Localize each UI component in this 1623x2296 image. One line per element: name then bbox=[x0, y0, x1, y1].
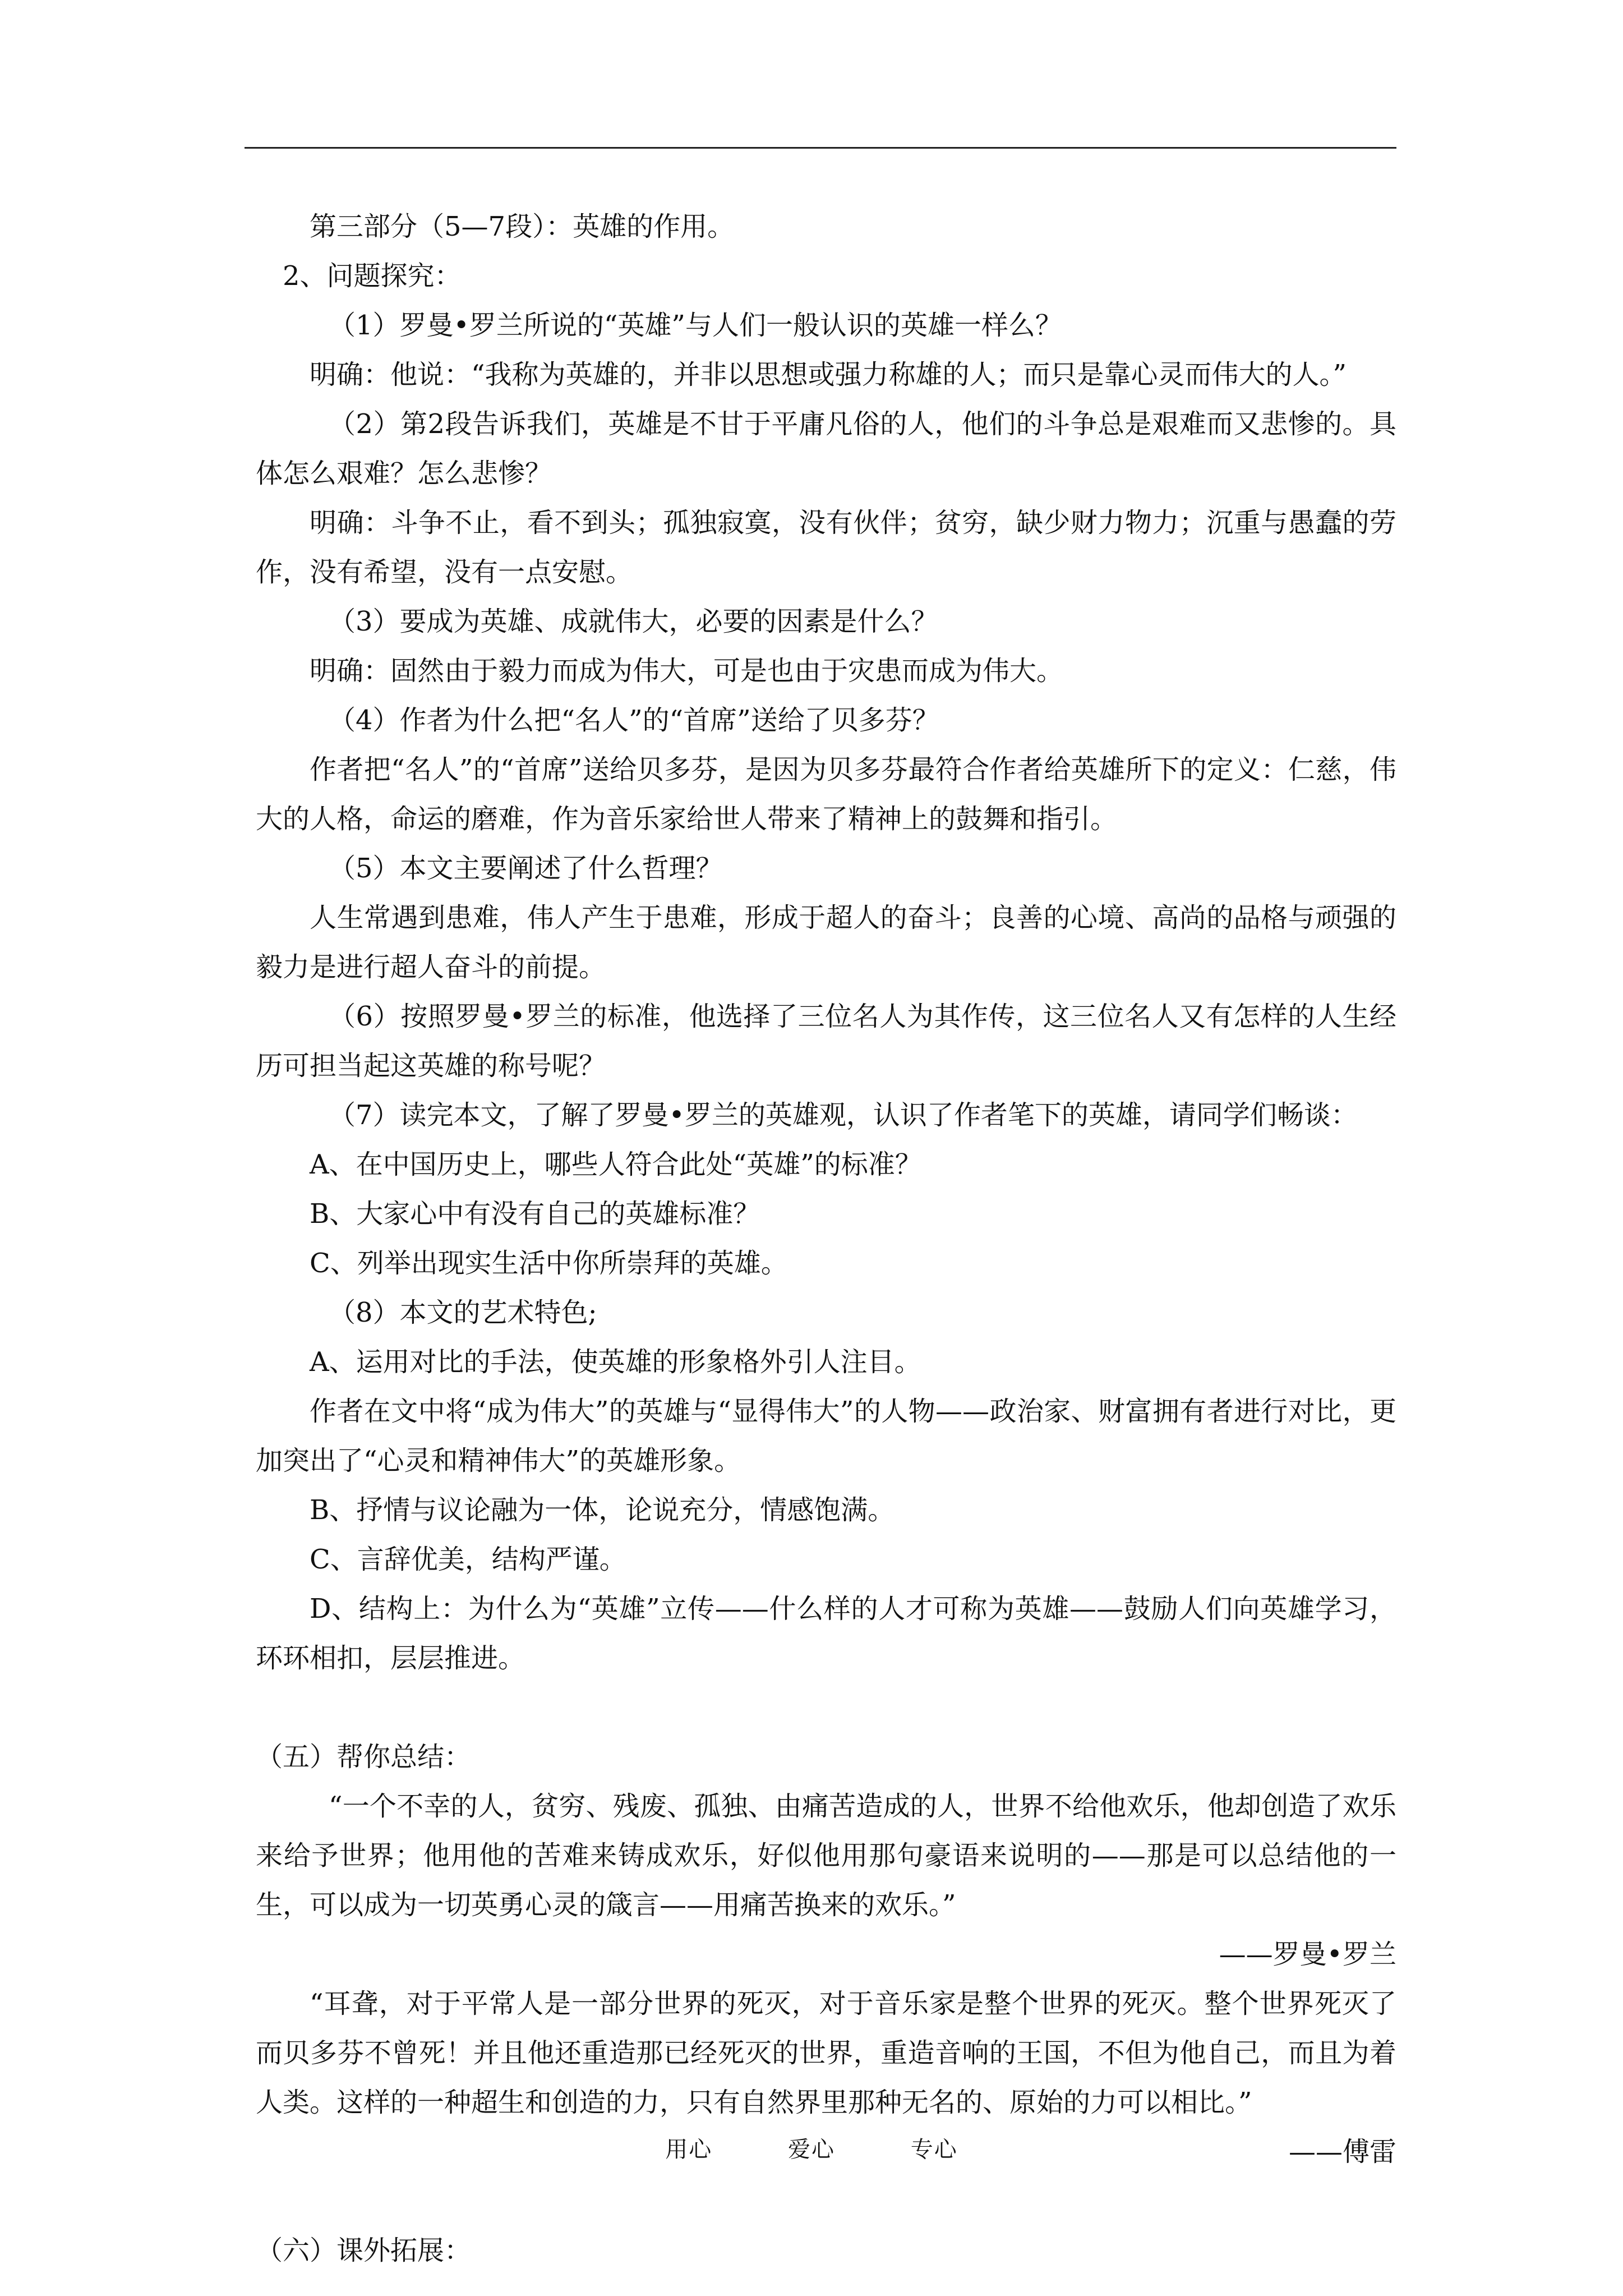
paragraph: ——罗曼•罗兰 bbox=[1219, 1939, 1396, 1970]
paragraph: “耳聋，对于平常人是一部分世界的死灭，对于音乐家是整个世界的死灭。整个世界死灭了而贝多芬不曾死！并且他还重造那已经死灭的世界，重造音响的王国，不但为他自己，而且为着人类。这样的一种超生和创造的力，只有自然界里那种无名的、原始的力可以相比。” bbox=[256, 1988, 1396, 2118]
paragraph: 第三部分（5—7段）：英雄的作用。 bbox=[310, 211, 735, 242]
paragraph: 作者在文中将“成为伟大”的英雄与“显得伟大”的人物——政治家、财富拥有者进行对比，更加突出了“心灵和精神伟大”的英雄形象。 bbox=[256, 1396, 1396, 1476]
paragraph: 明确：斗争不止，看不到头；孤独寂寞，没有伙伴；贫穷，缺少财力物力；沉重与愚蠢的劳作，没有希望，没有一点安慰。 bbox=[256, 507, 1396, 588]
paragraph: 明确：他说：“我称为英雄的，并非以思想或强力称雄的人；而只是靠心灵而伟大的人。” bbox=[310, 359, 1347, 390]
paragraph: 人生常遇到患难，伟人产生于患难，形成于超人的奋斗；良善的心境、高尚的品格与顽强的毅力是进行超人奋斗的前提。 bbox=[256, 902, 1396, 983]
paragraph: 明确：固然由于毅力而成为伟大，可是也由于灾患而成为伟大。 bbox=[310, 655, 1064, 687]
paragraph: （7）读完本文，了解了罗曼•罗兰的英雄观，认识了作者笔下的英雄，请同学们畅谈： bbox=[329, 1099, 1358, 1131]
paragraph: C、列举出现实生活中你所崇拜的英雄。 bbox=[310, 1248, 788, 1279]
footer-word-1: 用心 bbox=[665, 2137, 713, 2162]
paragraph: （3）要成为英雄、成就伟大，必要的因素是什么？ bbox=[329, 606, 938, 637]
footer-word-2: 爱心 bbox=[788, 2137, 835, 2162]
paragraph: （2）第2段告诉我们，英雄是不甘于平庸凡俗的人，他们的斗争总是艰难而又悲惨的。具体怎么艰难？怎么悲惨？ bbox=[256, 408, 1396, 489]
page-footer bbox=[0, 2132, 1623, 2164]
paragraph: （五）帮你总结： bbox=[256, 1741, 472, 1773]
paragraph: A、在中国历史上，哪些人符合此处“英雄”的标准？ bbox=[310, 1149, 922, 1180]
header-rule bbox=[245, 147, 1396, 149]
paragraph: 作者把“名人”的“首席”送给贝多芬，是因为贝多芬最符合作者给英雄所下的定义：仁慈，伟大的人格，命运的磨难，作为音乐家给世人带来了精神上的鼓舞和指引。 bbox=[256, 754, 1396, 835]
paragraph: D、结构上：为什么为“英雄”立传——什么样的人才可称为英雄——鼓励人们向英雄学习，环环相扣，层层推进。 bbox=[256, 1593, 1396, 1674]
paragraph: ——傅雷 bbox=[1288, 2136, 1396, 2168]
paragraph: （1）罗曼•罗兰所说的“英雄”与人们一般认识的英雄一样么？ bbox=[329, 310, 1062, 341]
paragraph: “一个不幸的人，贫穷、残废、孤独、由痛苦造成的人，世界不给他欢乐，他却创造了欢乐来给予世界；他用他的苦难来铸成欢乐，好似他用那句豪语来说明的——那是可以总结他的一生，可以成为一切英勇心灵的箴言——用痛苦换来的欢乐。” bbox=[256, 1791, 1396, 1921]
section-gap bbox=[256, 2177, 1396, 2226]
section-gap bbox=[256, 1683, 1396, 1732]
paragraph: （5）本文主要阐述了什么哲理？ bbox=[329, 853, 723, 884]
paragraph: （六）课外拓展： bbox=[256, 2235, 472, 2266]
paragraph: B、大家心中有没有自己的英雄标准？ bbox=[310, 1198, 760, 1230]
document-body bbox=[256, 202, 1396, 2275]
paragraph: 2、问题探究： bbox=[283, 260, 462, 292]
paragraph: （8）本文的艺术特色; bbox=[329, 1297, 597, 1328]
footer-word-3: 专心 bbox=[910, 2137, 958, 2162]
paragraph: （4）作者为什么把“名人”的“首席”送给了贝多芬？ bbox=[329, 705, 939, 736]
paragraph: A、运用对比的手法，使英雄的形象格外引人注目。 bbox=[310, 1346, 921, 1378]
paragraph: B、抒情与议论融为一体，论说充分，情感饱满。 bbox=[310, 1494, 895, 1526]
paragraph: C、言辞优美，结构严谨。 bbox=[310, 1544, 626, 1575]
paragraph: （6）按照罗曼•罗兰的标准，他选择了三位名人为其作传，这三位名人又有怎样的人生经历可担当起这英雄的称号呢？ bbox=[256, 1001, 1396, 1082]
